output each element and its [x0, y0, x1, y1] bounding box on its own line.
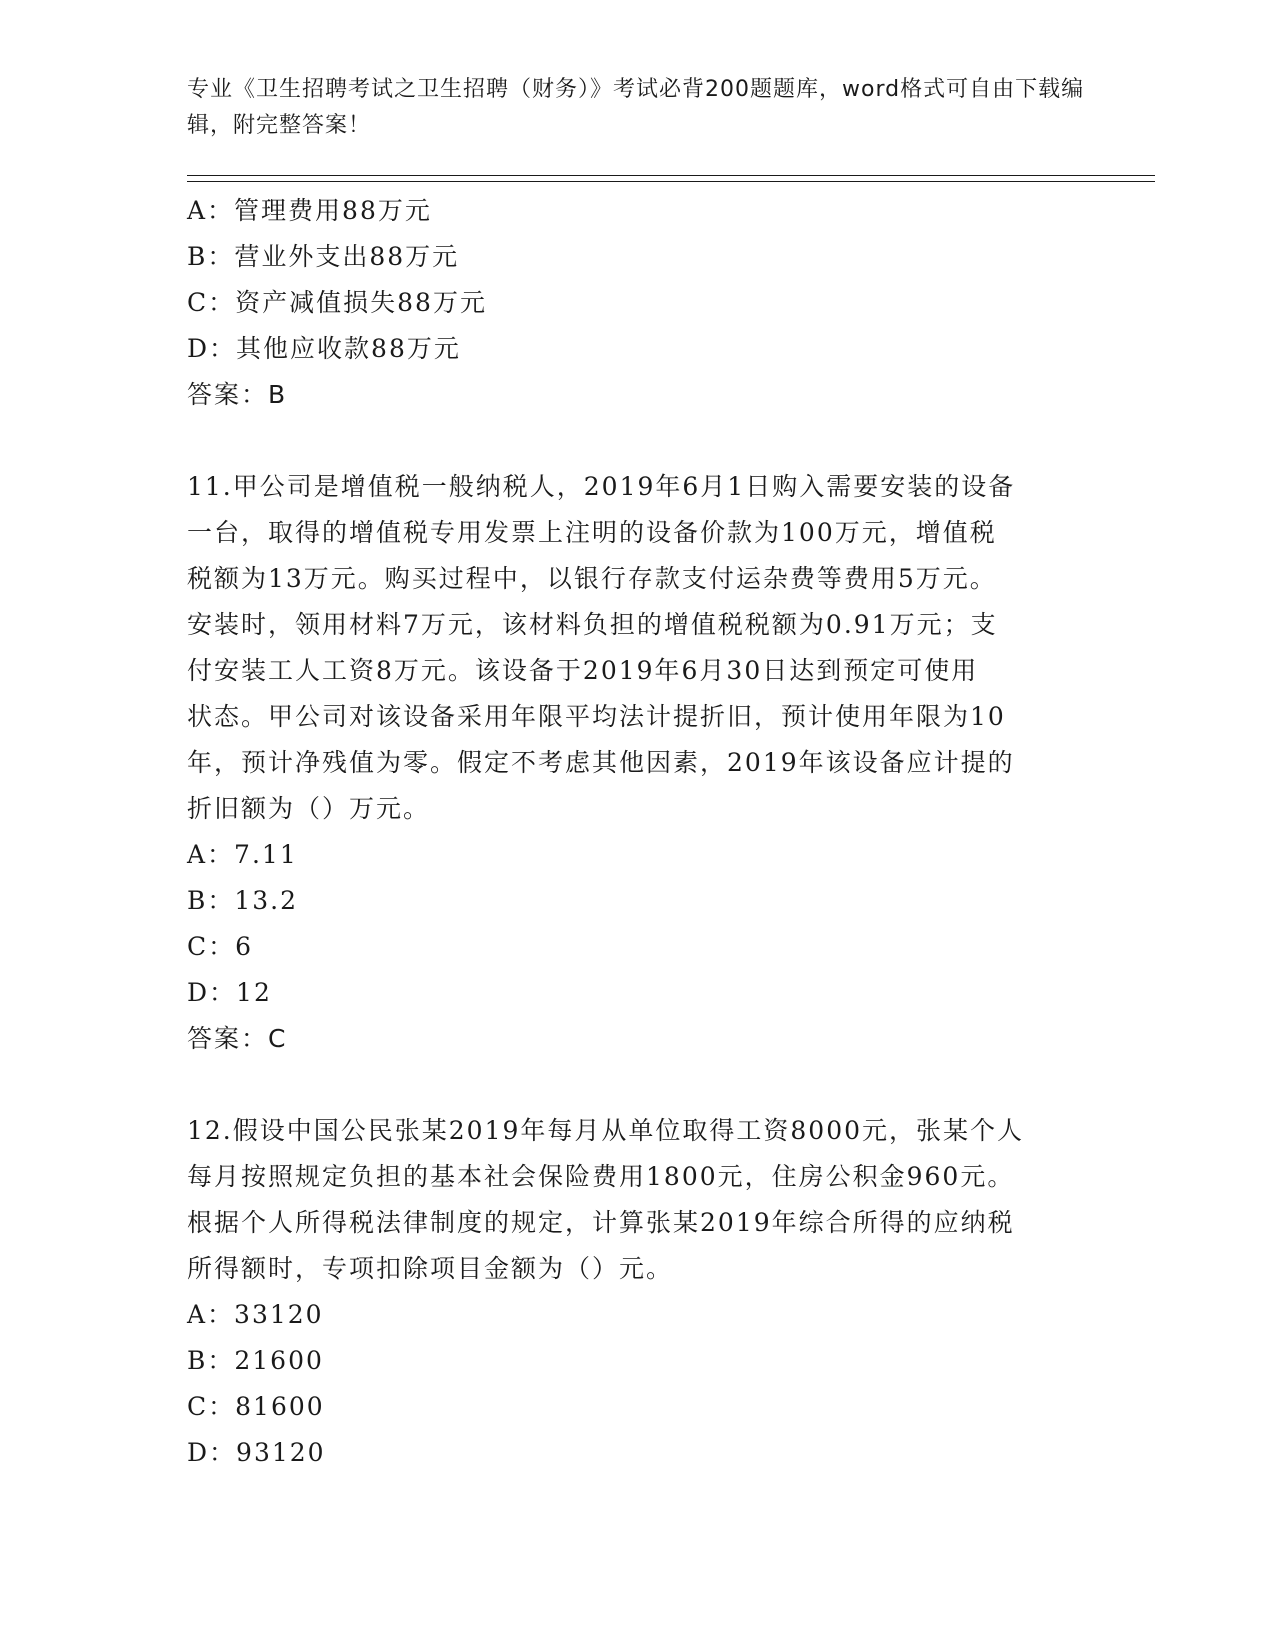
header-divider-bottom: [187, 181, 1155, 182]
q10-option-c: C：资产减值损失88万元: [187, 288, 487, 317]
document-body: [187, 188, 1067, 1476]
q11-stem-line: 年，预计净残值为零。假定不考虑其他因素，2019年该设备应计提的: [187, 748, 1015, 777]
q10-option-d: D：其他应收款88万元: [187, 334, 461, 363]
q12-option-a: A：33120: [187, 1300, 324, 1329]
header-divider-top: [187, 175, 1155, 176]
q11-stem-line: 一台，取得的增值税专用发票上注明的设备价款为100万元，增值税: [187, 518, 997, 547]
q11-stem-line: 税额为13万元。购买过程中，以银行存款支付运杂费等费用5万元。: [187, 564, 997, 593]
q11-option-d: D：12: [187, 978, 272, 1007]
q12-option-c: C：81600: [187, 1392, 325, 1421]
q11-stem-line: 折旧额为（）万元。: [187, 794, 431, 823]
q11-answer: 答案：C: [187, 1024, 288, 1053]
q12-stem-line: 根据个人所得税法律制度的规定，计算张某2019年综合所得的应纳税: [187, 1208, 1015, 1237]
q11-stem-line: 11.甲公司是增值税一般纳税人，2019年6月1日购入需要安装的设备: [187, 472, 1016, 501]
q11-option-b: B：13.2: [187, 886, 299, 915]
q12-stem-line: 12.假设中国公民张某2019年每月从单位取得工资8000元，张某个人: [187, 1116, 1025, 1145]
q12-stem-line: 所得额时，专项扣除项目金额为（）元。: [187, 1254, 674, 1283]
q11-option-a: A：7.11: [187, 840, 298, 869]
q10-answer: 答案：B: [187, 380, 288, 409]
q11-stem-line: 付安装工人工资8万元。该设备于2019年6月30日达到预定可使用: [187, 656, 979, 685]
q12-stem-line: 每月按照规定负担的基本社会保险费用1800元，住房公积金960元。: [187, 1162, 1015, 1191]
q11-option-c: C：6: [187, 932, 254, 961]
q11-stem-line: 安装时，领用材料7万元，该材料负担的增值税税额为0.91万元；支: [187, 610, 998, 639]
document-header: 专业《卫生招聘考试之卫生招聘（财务）》考试必背200题题库，word格式可自由下载编辑，附完整答案！: [187, 77, 1085, 138]
q10-option-a: A：管理费用88万元: [187, 196, 432, 225]
q10-option-b: B：营业外支出88万元: [187, 242, 460, 271]
q11-stem-line: 状态。甲公司对该设备采用年限平均法计提折旧，预计使用年限为10: [187, 702, 1006, 731]
q12-option-b: B：21600: [187, 1346, 324, 1375]
q12-option-d: D：93120: [187, 1438, 326, 1467]
